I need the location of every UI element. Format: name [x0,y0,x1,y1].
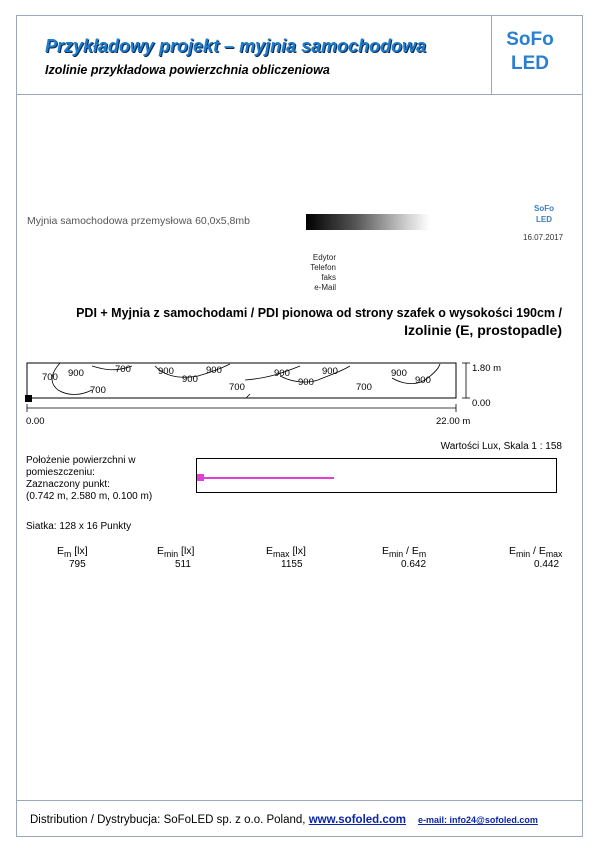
stat-r2-mid: / E [530,545,546,557]
x-end-label: 22.00 m [436,416,471,427]
stat-r2-sub1: min [516,549,531,560]
isoline-label: 900 [182,374,198,385]
stat-header-emax [266,545,306,559]
contact-phone: Telefon [310,263,336,272]
stat-em-unit: [lx] [71,545,88,557]
project-name: Myjnia samochodowa przemysłowa 60,0x5,8mb [27,215,250,227]
stat-emax-unit: [lx] [289,545,306,557]
footer-distribution: Distribution / Dystrybucja: SoFoLED sp. z o.o. Poland, [30,814,309,826]
stat-emax-sub: max [273,549,290,560]
isoline-label: 900 [206,365,222,376]
isoline-label: 900 [298,377,314,388]
logo-line-1: SoFo [506,29,554,50]
small-logo-line-1: SoFo [534,204,554,213]
isoline-label: 900 [274,368,290,379]
stat-em-symbol: E [57,545,65,557]
footer-divider [16,800,583,801]
isoline-label: 700 [90,385,106,396]
height-top-label: 1.80 m [472,363,502,374]
contact-fax: faks [321,273,336,282]
selected-point-marker [197,474,204,481]
contact-email: e-Mail [314,283,336,292]
stat-value-emin: 511 [175,559,191,570]
stat-value-emin-em: 0.642 [401,559,427,570]
stat-emin-symbol: E [157,545,165,557]
x-start-label: 0.00 [26,416,45,427]
isoline-label: 700 [115,364,131,375]
contact-editor: Edytor [312,253,336,262]
stat-value-emin-emax: 0.442 [534,559,560,570]
isoline-label: 700 [229,382,245,393]
stat-header-emin-em [382,545,426,559]
room-position-box [196,458,557,493]
stat-r1-sub2: m [418,549,427,560]
surface-position-label [26,455,152,503]
email-link[interactable]: e-mail: info24@sofoled.com [418,815,538,825]
page-title: Przykładowy projekt – myjnia samochodowa [45,36,427,56]
height-bottom-label: 0.00 [472,398,491,409]
small-logo-line-2: LED [536,215,552,224]
stat-r2-sub2: max [545,549,563,560]
stat-r1-mid: / E [403,545,419,557]
section-heading: PDI + Myjnia z samochodami / PDI pionowa od strony szafek o wysokości 190cm / [76,306,562,320]
isoline-label: 700 [356,382,372,393]
origin-marker [25,395,32,402]
surface-position-line-4: (0.742 m, 2.580 m, 0.100 m) [26,491,153,502]
stat-header-em [57,545,88,559]
page-subtitle: Izolinie przykładowa powierzchnia obliczeniowa [45,63,330,77]
stat-value-emax: 1155 [281,559,303,570]
grid-info: Siatka: 128 x 16 Punkty [26,521,132,532]
isoline-label: 900 [415,375,431,386]
isoline-label: 900 [391,368,407,379]
stat-emin-sub: min [164,549,179,560]
isoline-tick [246,394,250,398]
surface-position-line-1: Położenie powierzchni w [26,455,136,466]
isoline-label: 900 [322,366,338,377]
logo-line-2: LED [511,53,549,74]
isoline-label: 700 [42,372,58,383]
surface-position-line [200,477,334,479]
surface-position-line-2: pomieszczeniu: [26,467,95,478]
scale-label: Wartości Lux, Skala 1 : 158 [440,441,562,452]
stat-header-emin [157,545,194,559]
stat-header-emin-emax [509,545,562,559]
stat-em-sub: m [64,549,72,560]
stat-r1-sub1: min [389,549,404,560]
isoline-label: 900 [158,366,174,377]
footer [30,814,538,826]
stat-r2-symbol: E [509,545,517,557]
document-date: 16.07.2017 [523,233,564,242]
section-subheading: Izolinie (E, prostopadle) [404,322,562,338]
surface-position-line-3: Zaznaczony punkt: [26,479,110,490]
stat-value-em: 795 [69,559,86,570]
isoline-900-b [245,366,300,380]
website-link[interactable]: www.sofoled.com [308,814,407,826]
stat-r1-symbol: E [382,545,390,557]
stat-emax-symbol: E [266,545,274,557]
isoline-900-c [280,366,350,382]
stat-emin-unit: [lx] [178,545,195,557]
isoline-label: 900 [68,368,84,379]
